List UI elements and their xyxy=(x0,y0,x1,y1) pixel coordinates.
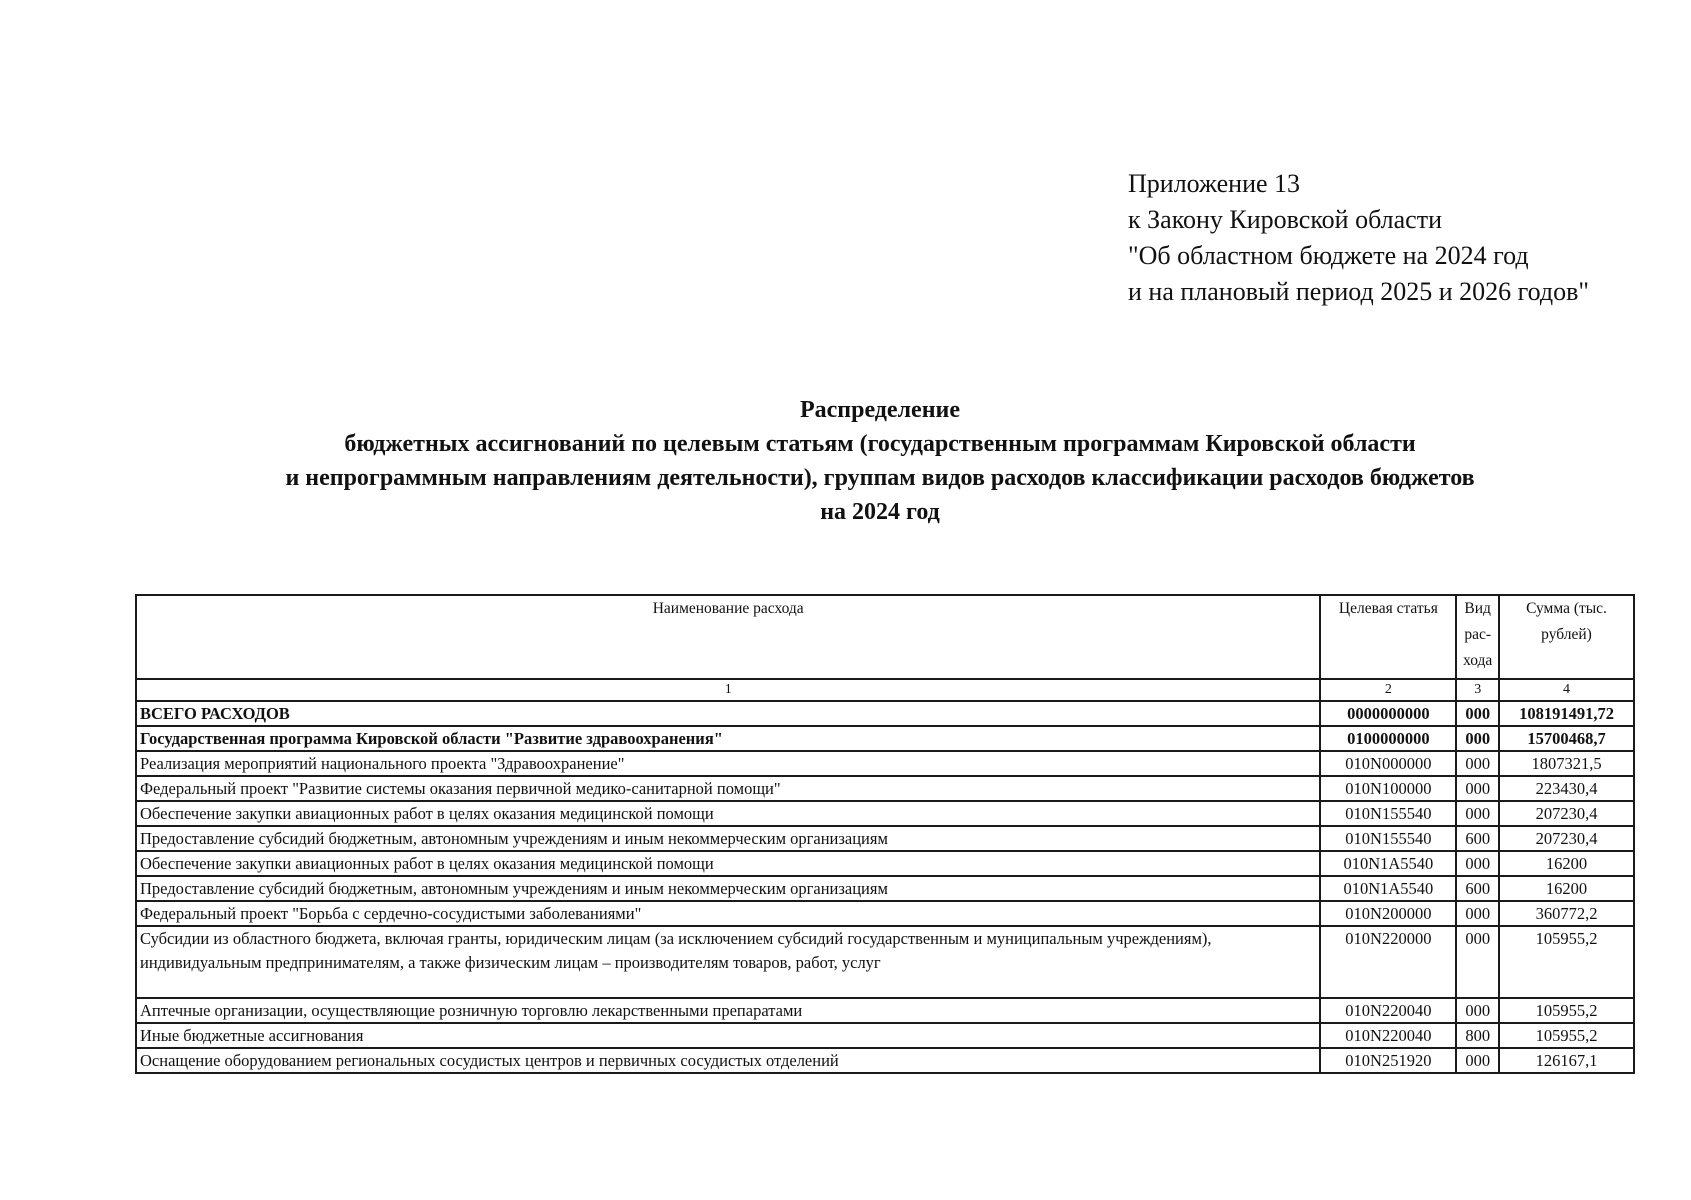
cell-type: 000 xyxy=(1456,998,1499,1023)
cell-code: 010N000000 xyxy=(1320,751,1456,776)
header-type: Вид рас-хода xyxy=(1456,595,1499,679)
cell-name: Предоставление субсидий бюджетным, автономным учреждениям и иным некоммерческим организациям xyxy=(136,826,1320,851)
cell-code: 010N251920 xyxy=(1320,1048,1456,1073)
cell-name: ВСЕГО РАСХОДОВ xyxy=(136,701,1320,726)
cell-code: 010N100000 xyxy=(1320,776,1456,801)
table-row xyxy=(136,801,1634,826)
cell-name: Субсидии из областного бюджета, включая гранты, юридическим лицам (за исключением субсидий государственным и муниципальным учреждениям), индивидуальным предпринимателям, а также физическим лицам – производителям товаров, работ, услуг xyxy=(136,926,1320,998)
cell-sum: 126167,1 xyxy=(1499,1048,1634,1073)
table-body xyxy=(136,679,1634,1073)
cell-code: 010N155540 xyxy=(1320,801,1456,826)
appendix-line: "Об областном бюджете на 2024 год xyxy=(1128,241,1529,270)
cell-type: 600 xyxy=(1456,826,1499,851)
cell-sum: 223430,4 xyxy=(1499,776,1634,801)
cell-name: Обеспечение закупки авиационных работ в целях оказания медицинской помощи xyxy=(136,801,1320,826)
table-row xyxy=(136,1048,1634,1073)
cell-code: 010N200000 xyxy=(1320,901,1456,926)
cell-sum: 360772,2 xyxy=(1499,901,1634,926)
table-row xyxy=(136,1023,1634,1048)
column-number: 1 xyxy=(136,679,1320,701)
cell-sum: 105955,2 xyxy=(1499,1023,1634,1048)
appendix-reference xyxy=(1128,166,1589,310)
appendix-line: к Закону Кировской области xyxy=(1128,205,1442,234)
title-line: и непрограммным направлениям деятельности), группам видов расходов классификации расходов бюджетов xyxy=(285,465,1475,491)
cell-sum: 15700468,7 xyxy=(1499,726,1634,751)
cell-sum: 207230,4 xyxy=(1499,801,1634,826)
table-row xyxy=(136,751,1634,776)
cell-name: Предоставление субсидий бюджетным, автономным учреждениям и иным некоммерческим организациям xyxy=(136,876,1320,901)
cell-name: Федеральный проект "Развитие системы оказания первичной медико-санитарной помощи" xyxy=(136,776,1320,801)
document-title xyxy=(0,393,1691,529)
cell-code: 010N220040 xyxy=(1320,1023,1456,1048)
cell-code: 0000000000 xyxy=(1320,701,1456,726)
cell-sum: 207230,4 xyxy=(1499,826,1634,851)
appendix-line: и на плановый период 2025 и 2026 годов" xyxy=(1128,277,1590,306)
title-line: Распределение xyxy=(799,397,961,423)
cell-type: 000 xyxy=(1456,1048,1499,1073)
cell-type: 000 xyxy=(1456,751,1499,776)
cell-name: Федеральный проект "Борьба с сердечно-сосудистыми заболеваниями" xyxy=(136,901,1320,926)
column-number: 4 xyxy=(1499,679,1634,701)
column-numbers-row xyxy=(136,679,1634,701)
cell-name: Реализация мероприятий национального проекта "Здравоохранение" xyxy=(136,751,1320,776)
cell-sum: 16200 xyxy=(1499,876,1634,901)
cell-type: 000 xyxy=(1456,901,1499,926)
cell-type: 000 xyxy=(1456,726,1499,751)
cell-name: Иные бюджетные ассигнования xyxy=(136,1023,1320,1048)
cell-name: Оснащение оборудованием региональных сосудистых центров и первичных сосудистых отделений xyxy=(136,1048,1320,1073)
title-line: на 2024 год xyxy=(820,499,940,525)
appendix-line: Приложение 13 xyxy=(1128,169,1301,198)
table-header-row xyxy=(136,595,1634,679)
cell-code: 010N220040 xyxy=(1320,998,1456,1023)
table-row xyxy=(136,726,1634,751)
table-row xyxy=(136,876,1634,901)
cell-type: 000 xyxy=(1456,851,1499,876)
column-number: 2 xyxy=(1320,679,1456,701)
cell-code: 0100000000 xyxy=(1320,726,1456,751)
cell-sum: 1807321,5 xyxy=(1499,751,1634,776)
header-name: Наименование расхода xyxy=(136,595,1320,679)
cell-type: 000 xyxy=(1456,801,1499,826)
cell-type: 600 xyxy=(1456,876,1499,901)
column-number: 3 xyxy=(1456,679,1499,701)
budget-table xyxy=(135,594,1635,1074)
cell-code: 010N1A5540 xyxy=(1320,851,1456,876)
table-row xyxy=(136,926,1634,998)
table-row xyxy=(136,826,1634,851)
cell-name: Государственная программа Кировской области "Развитие здравоохранения" xyxy=(136,726,1320,751)
cell-sum: 16200 xyxy=(1499,851,1634,876)
table-row xyxy=(136,851,1634,876)
cell-sum: 108191491,72 xyxy=(1499,701,1634,726)
cell-type: 000 xyxy=(1456,701,1499,726)
title-line: бюджетных ассигнований по целевым статьям (государственным программам Кировской области xyxy=(344,431,1416,457)
table-row xyxy=(136,701,1634,726)
table-row xyxy=(136,998,1634,1023)
cell-name: Аптечные организации, осуществляющие розничную торговлю лекарственными препаратами xyxy=(136,998,1320,1023)
cell-type: 800 xyxy=(1456,1023,1499,1048)
table-row xyxy=(136,901,1634,926)
table-row xyxy=(136,776,1634,801)
cell-name: Обеспечение закупки авиационных работ в целях оказания медицинской помощи xyxy=(136,851,1320,876)
cell-sum: 105955,2 xyxy=(1499,926,1634,998)
cell-type: 000 xyxy=(1456,926,1499,998)
cell-code: 010N1A5540 xyxy=(1320,876,1456,901)
header-sum: Сумма (тыс. рублей) xyxy=(1499,595,1634,679)
cell-sum: 105955,2 xyxy=(1499,998,1634,1023)
cell-type: 000 xyxy=(1456,776,1499,801)
cell-code: 010N155540 xyxy=(1320,826,1456,851)
cell-code: 010N220000 xyxy=(1320,926,1456,998)
header-code: Целевая статья xyxy=(1320,595,1456,679)
